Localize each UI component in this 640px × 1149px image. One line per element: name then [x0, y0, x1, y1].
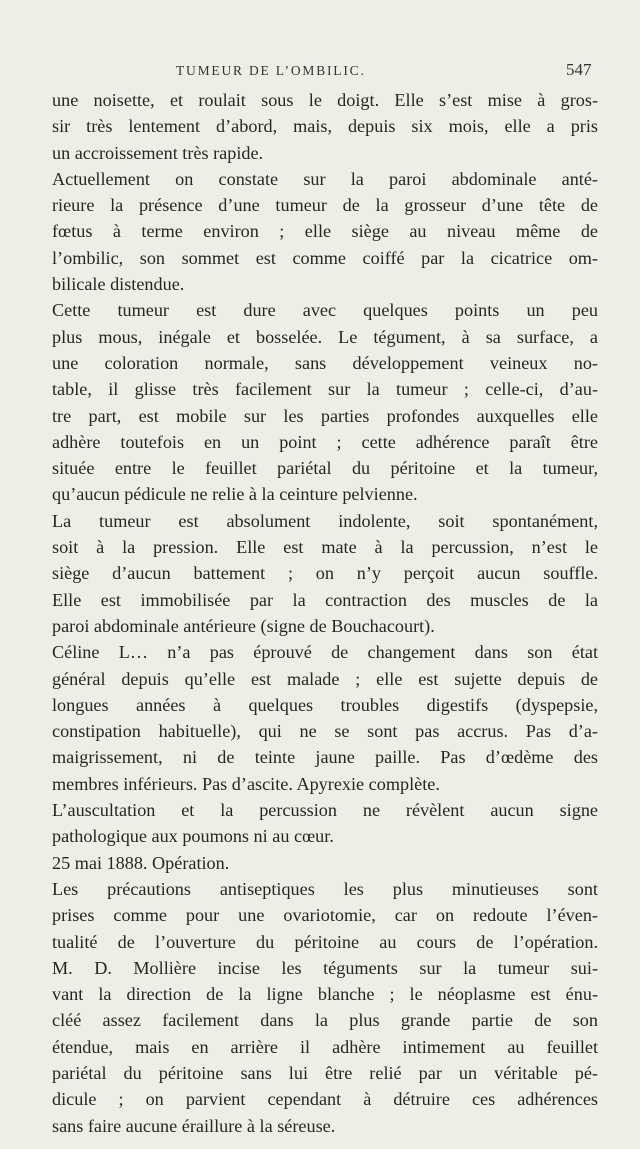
text-line: constipation habituelle), qui ne se sont pas accrus. Pas d’a-: [52, 721, 598, 742]
text-line: prises comme pour une ovariotomie, car on redoute l’éven-: [52, 905, 598, 926]
text-line: siège d’aucun battement ; on n’y perçoit aucun souffle.: [52, 563, 598, 584]
text-line: La tumeur est absolument indolente, soit spontanément,: [52, 510, 598, 531]
text-line: une noisette, et roulait sous le doigt. Elle s’est mise à gros-: [52, 90, 598, 110]
text-line: paroi abdominale antérieure (signe de Bouchacourt).: [52, 615, 435, 636]
text-line: située entre le feuillet pariétal du péritoine et la tumeur,: [52, 458, 598, 479]
text-line: Les précautions antiseptiques les plus minutieuses sont: [52, 878, 598, 899]
text-line: un accroissement très rapide.: [52, 142, 264, 163]
text-line: Actuellement on constate sur la paroi abdominale anté-: [52, 168, 598, 189]
text-line: qu’aucun pédicule ne relie à la ceinture pelvienne.: [52, 484, 418, 505]
text-line: sir très lentement d’abord, mais, depuis six mois, elle a pris: [52, 116, 598, 137]
text-line: général depuis qu’elle est malade ; elle est sujette depuis de: [52, 668, 598, 689]
text-line: Elle est immobilisée par la contraction des muscles de la: [52, 589, 598, 610]
text-line: étendue, mais en arrière il adhère intimement au feuillet: [52, 1036, 598, 1057]
text-line: soit à la pression. Elle est mate à la percussion, n’est le: [52, 537, 598, 558]
running-title: TUMEUR DE L’OMBILIC.: [176, 63, 366, 78]
text-line: fœtus à terme environ ; elle siège au niveau même de: [52, 221, 598, 242]
text-line: Céline L… n’a pas éprouvé de changement dans son état: [52, 642, 598, 663]
text-line: rieure la présence d’une tumeur de la grosseur d’une tête de: [52, 195, 598, 216]
text-line: 25 mai 1888. Opération.: [52, 852, 230, 873]
text-line: une coloration normale, sans développement veineux no-: [52, 352, 598, 373]
text-line: plus mous, inégale et bosselée. Le tégument, à sa surface, a: [52, 326, 598, 347]
text-line: l’ombilic, son sommet est comme coiffé par la cicatrice om-: [52, 247, 598, 268]
text-line: tre part, est mobile sur les parties profondes auxquelles elle: [52, 405, 598, 426]
text-line: sans faire aucune éraillure à la séreuse.: [52, 1115, 336, 1136]
text-line: Cette tumeur est dure avec quelques points un peu: [52, 300, 598, 321]
text-line: bilicale distendue.: [52, 274, 185, 295]
text-line: cléé assez facilement dans la plus grande partie de son: [52, 1010, 598, 1031]
text-line: maigrissement, ni de teinte jaune paille. Pas d’œdème des: [52, 747, 598, 768]
text-line: longues années à quelques troubles digestifs (dyspepsie,: [52, 694, 598, 715]
text-line: pariétal du péritoine sans lui être relié par un véritable pé-: [52, 1062, 598, 1083]
text-line: vant la direction de la ligne blanche ; le néoplasme est énu-: [52, 984, 598, 1005]
text-line: dicule ; on parvient cependant à détruire ces adhérences: [52, 1089, 598, 1110]
text-line: pathologique aux poumons ni au cœur.: [52, 826, 334, 847]
body-text: [52, 87, 598, 1139]
text-line: L’auscultation et la percussion ne révèlent aucun signe: [52, 800, 598, 821]
text-line: tualité de l’ouverture du péritoine au cours de l’opération.: [52, 931, 598, 952]
text-line: table, il glisse très facilement sur la tumeur ; celle-ci, d’au-: [52, 379, 598, 400]
text-line: adhère toutefois en un point ; cette adhérence paraît être: [52, 431, 598, 452]
page-number: 547: [566, 60, 592, 79]
text-line: M. D. Mollière incise les téguments sur la tumeur sui-: [52, 957, 598, 978]
text-line: membres inférieurs. Pas d’ascite. Apyrexie complète.: [52, 773, 440, 794]
